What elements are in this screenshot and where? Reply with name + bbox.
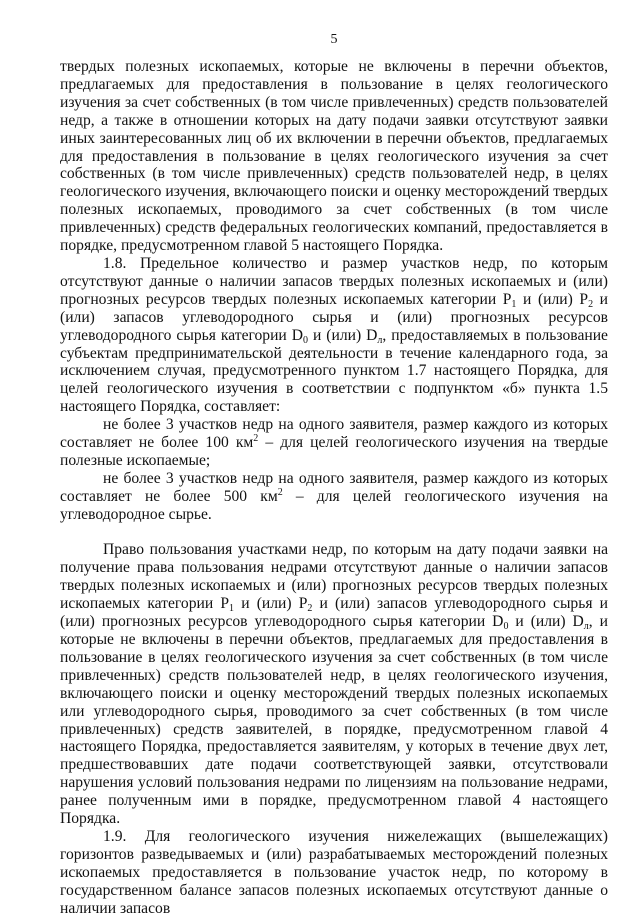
text-segment: Право пользования участками недр, по которым на дату подачи заявки на получение права пользования недрами отсутствуют данные о наличии запасов твердых полезных ископаемых и (или) прогнозных ресурсов твердых полезных ископаемых категории Р: [60, 541, 608, 613]
paragraph-1-9: 1.9. Для геологического изучения нижележащих (вышележащих) горизонтов разведываемых и (или) разрабатываемых месторождений полезных ископаемых предоставляется в пользование участок недр, по которому в государственном балансе запасов полезных ископаемых отсутствуют данные о наличии запасов: [60, 827, 608, 917]
paragraph-right-of-use: [60, 541, 608, 828]
text-segment: и (или) запасов углеводородного сырья и (или) прогнозных ресурсов углеводородного сырья категории D: [60, 595, 609, 631]
subscript: 1: [229, 603, 235, 615]
subscript: л: [583, 621, 589, 633]
superscript: 2: [277, 486, 283, 498]
subscript: 1: [511, 298, 517, 310]
subscript: л: [377, 334, 383, 346]
text-segment: и (или) D: [508, 613, 584, 631]
text-segment: – для целей геологического изучения на твердые полезные ископаемые;: [60, 434, 608, 469]
text-segment: и (или) D: [308, 326, 378, 344]
text-segment: и (или) Р: [234, 595, 308, 613]
document-body: [60, 58, 608, 917]
text-segment: 1.8. Предельное количество и размер участков недр, по которым отсутствуют данные о наличии запасов твердых полезных ископаемых и (или) прогнозных ресурсов твердых полезных ископаемых категории Р: [60, 254, 608, 308]
text-segment: – для целей геологического изучения на углеводородное сырье.: [60, 487, 608, 523]
page-number: 5: [330, 32, 338, 47]
text-segment: не более 3 участков недр на одного заявителя, размер каждого из которых составляет не более 100 км: [60, 416, 608, 452]
text-segment: не более 3 участков недр на одного заявителя, размер каждого из которых составляет не более 500 км: [60, 469, 608, 505]
text-segment: и (или) Р: [516, 290, 589, 308]
subscript: 0: [303, 334, 309, 346]
text-segment: , предоставляемых в пользование субъектам предпринимательской деятельности в течение календарного года, за исключением случая, предусмотренного пунктом 1.7 настоящего Порядка, для целей геологического изучения в соответствии с подпунктом «б» пункта 1.5 настоящего Порядка, составляет:: [60, 326, 608, 416]
subscript: 0: [503, 621, 509, 633]
paragraph-1-8: [60, 255, 608, 416]
paragraph-limit-hydrocarbon: [60, 470, 608, 524]
paragraph-continuation: твердых полезных ископаемых, которые не включены в перечни объектов, предлагаемых для предоставления в пользование в целях геологического изучения за счет собственных (в том числе привлеченных) средств пользователей недр, а также в отношении которых на дату подачи заявки отсутствуют заявки иных заинтересованных лиц об их включении в перечни объектов, предлагаемых для предоставления в пользование в целях геологического изучения за счет собственных (в том числе привлеченных) средств пользователей недр, в целях геологического изучения, включающего поиски и оценку месторождений твердых полезных ископаемых, проводимого за счет собственных (в том числе привлеченных) средств федеральных геологических компаний, предоставляется в порядке, предусмотренном главой 5 настоящего Порядка.: [60, 58, 608, 255]
subscript: 2: [307, 603, 313, 615]
text-segment: , и которые не включены в перечни объектов, предлагаемых для предоставления в пользование в целях геологического изучения за счет собственных (в том числе привлеченных) средств пользователей недр, в целях геологического изучения, включающего поиски и оценку месторождений твердых полезных ископаемых или углеводородного сырья, проводимого за счет собственных (в том числе привлеченных) средств заявителей, в порядке, предусмотренном главой 4 настоящего Порядка, предоставляется заявителям, у которых в течение двух лет, предшествовавших дате подачи соответствующей заявки, отсутствовали нарушения условий пользования недрами по лицензиям на пользование недрами, ранее полученным ими в порядке, предусмотренном главой 4 настоящего Порядка.: [60, 613, 608, 828]
superscript: 2: [253, 433, 259, 445]
paragraph-limit-solid: [60, 416, 608, 470]
subscript: 2: [588, 298, 594, 310]
text-segment: и (или) запасов углеводородного сырья и (или) прогнозных ресурсов углеводородного сырья категории D: [60, 290, 608, 344]
